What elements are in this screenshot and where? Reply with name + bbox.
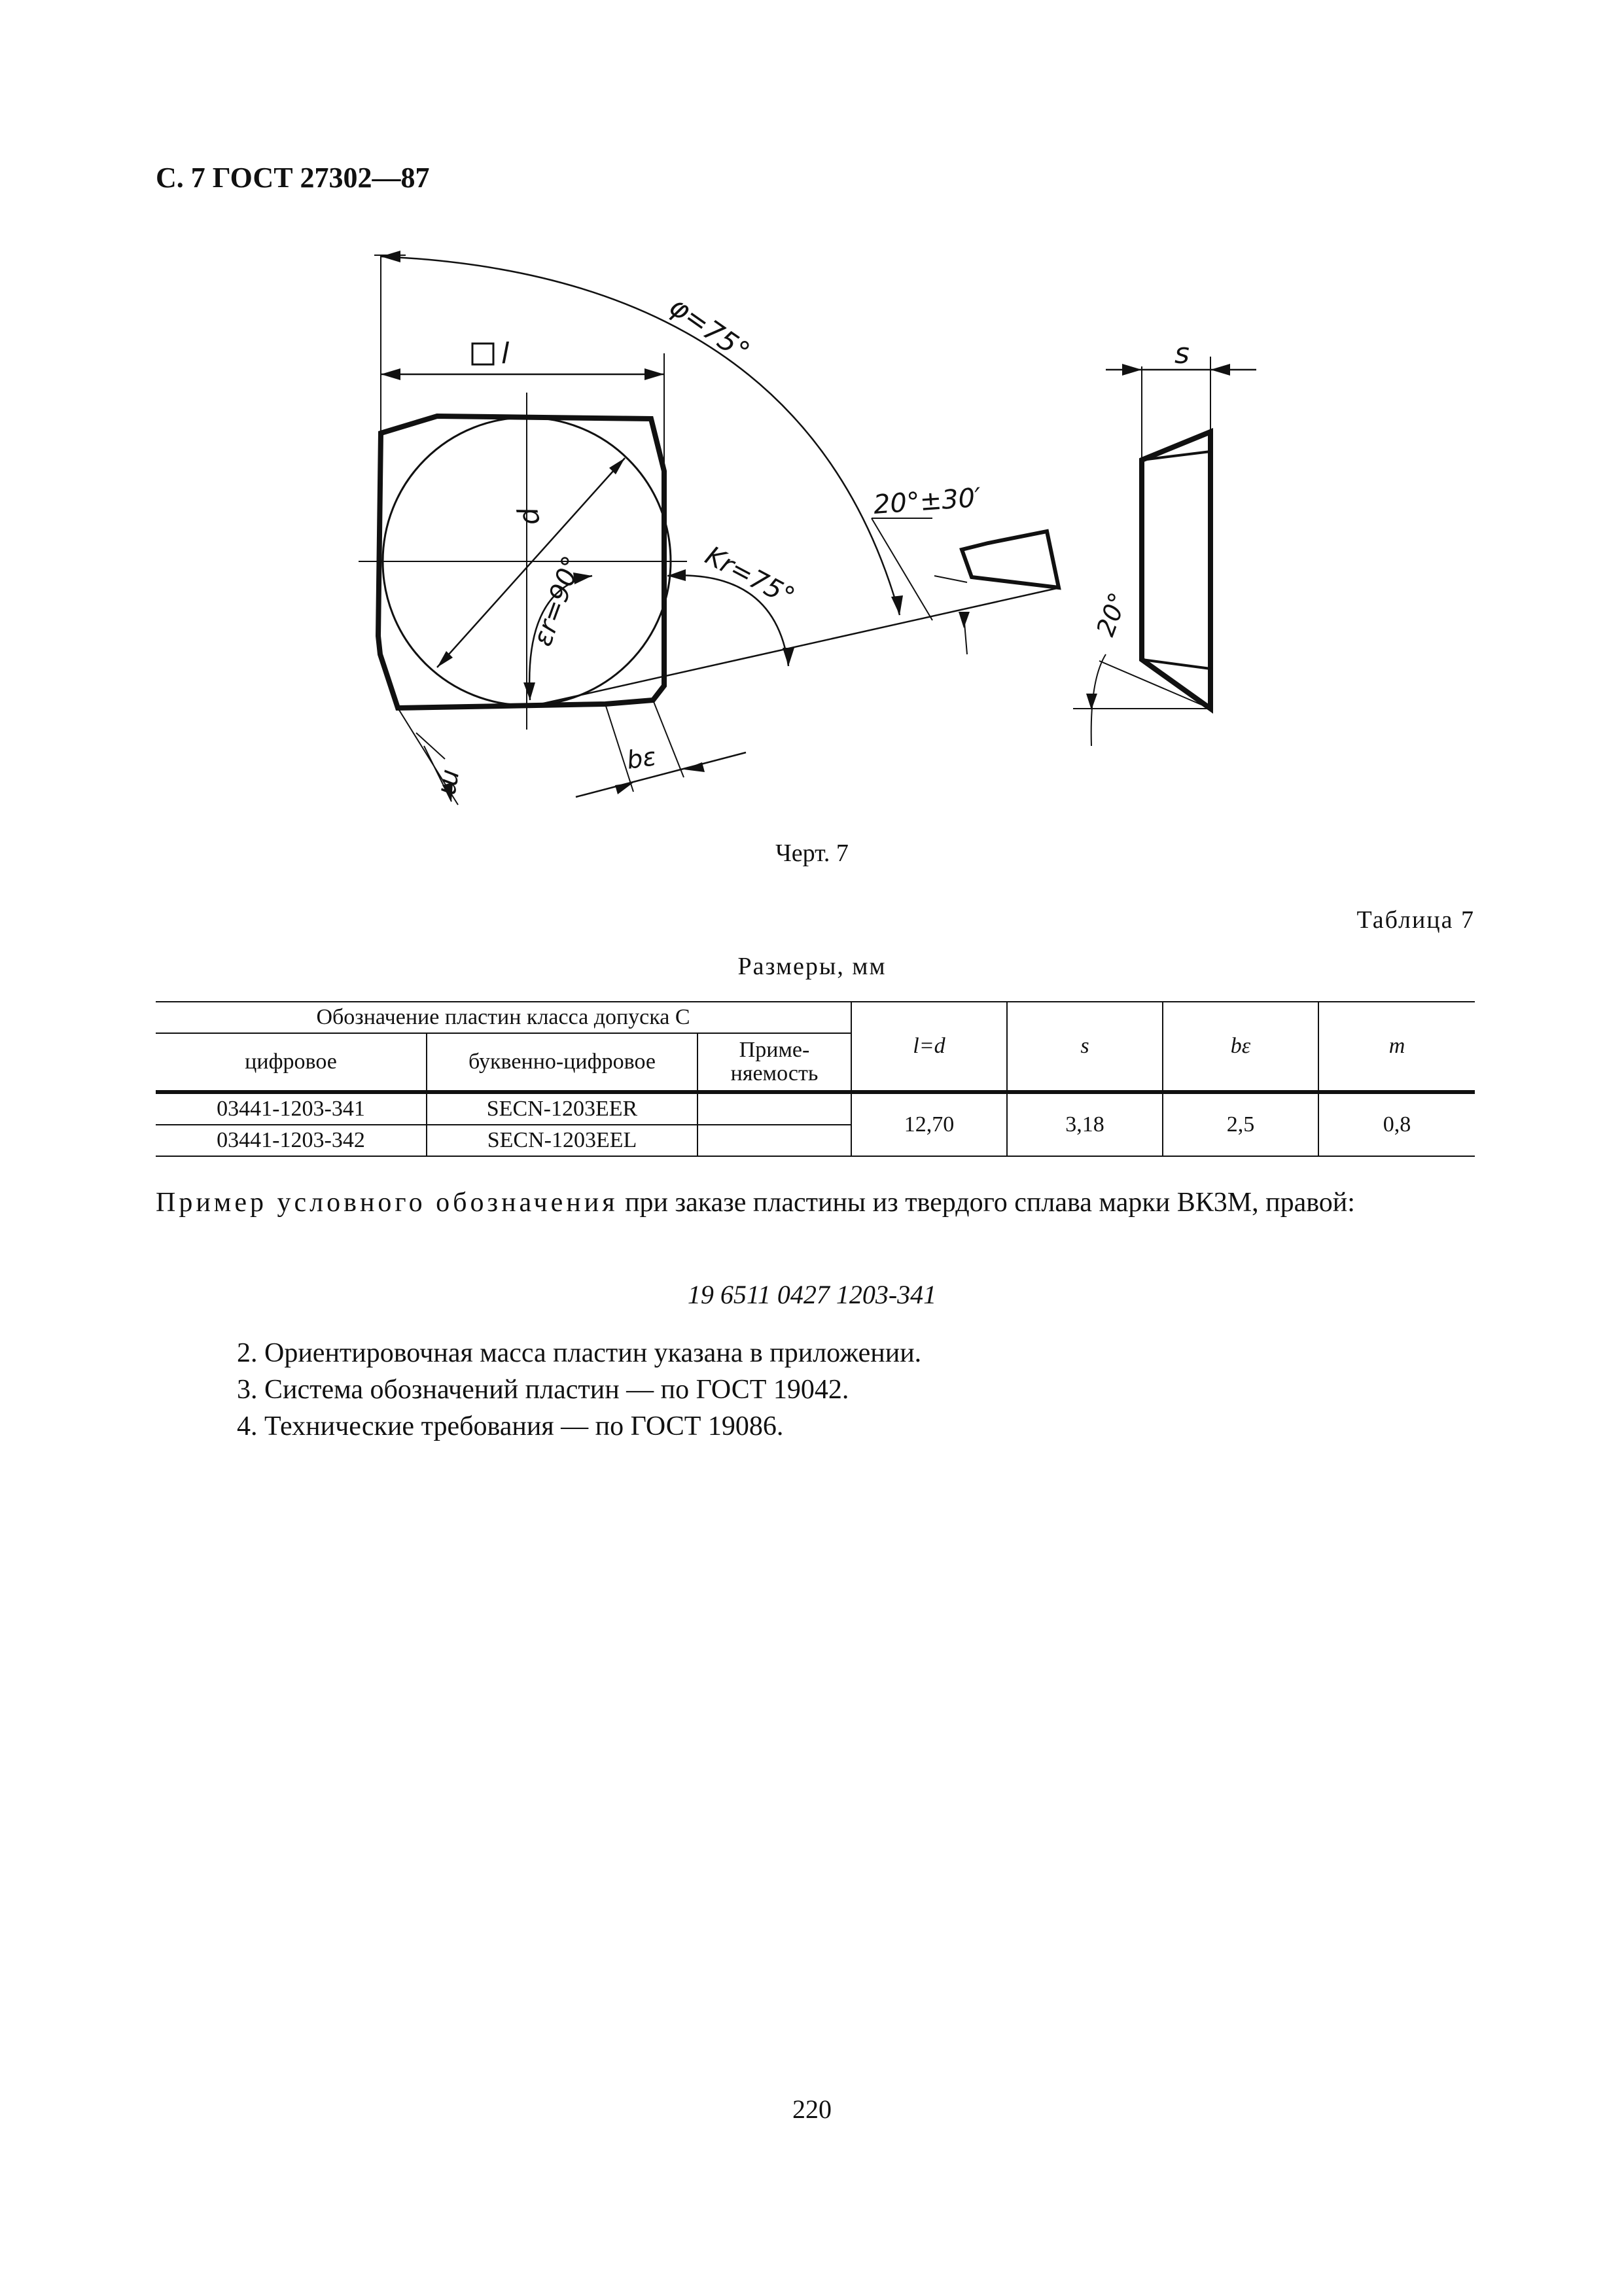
reference-line	[529, 588, 1060, 707]
cell-alphanumeric: SECN-1203EER	[427, 1092, 697, 1125]
label-be: bε	[625, 742, 658, 775]
note-item: 3. Система обозначений пластин — по ГОСТ 19042.	[237, 1375, 849, 1405]
header-alphanumeric: буквенно-цифровое	[427, 1033, 697, 1092]
label-kr: Kr=75°	[700, 540, 800, 612]
notes-list	[237, 1335, 921, 1445]
be-dimension-line	[576, 752, 746, 797]
cell-applicability	[697, 1125, 851, 1156]
header-digital: цифровое	[156, 1033, 427, 1092]
example-rest: при заказе пластины из твердого сплава марки ВК3М, правой:	[625, 1188, 1355, 1218]
example-code: 19 6511 0427 1203-341	[687, 1280, 937, 1309]
figure-caption: Черт. 7	[775, 839, 849, 867]
cell-be: 2,5	[1163, 1092, 1318, 1156]
table-label: Таблица 7	[1356, 906, 1475, 934]
label-s: s	[1174, 337, 1190, 370]
group-header: Обозначение пластин класса допуска С	[156, 1002, 851, 1033]
note-item: 2. Ориентировочная масса пластин указана в приложении.	[237, 1338, 922, 1368]
cell-s: 3,18	[1007, 1092, 1163, 1156]
label-er: εr=90°	[527, 552, 588, 650]
clearance-detail	[962, 531, 1059, 588]
page-header: С. 7 ГОСТ 27302—87	[156, 162, 430, 194]
cell-applicability	[697, 1092, 851, 1125]
cell-digital: 03441-1203-341	[156, 1092, 427, 1125]
header-ld: l=d	[851, 1002, 1007, 1092]
insert-drawing	[0, 0, 1624, 838]
label-l: l	[501, 337, 510, 370]
label-d: d	[511, 504, 546, 528]
example-lead: Пример условного обозначения	[156, 1188, 618, 1218]
cell-ld: 12,70	[851, 1092, 1007, 1156]
label-angle-tol: 20°±30′	[872, 482, 982, 520]
label-m: m	[434, 768, 468, 798]
example-paragraph	[156, 1184, 1475, 1221]
square-symbol	[472, 344, 493, 364]
header-s: s	[1007, 1002, 1163, 1092]
dimensions-table	[156, 1001, 1475, 1157]
header-applicability: Приме-няемость	[697, 1033, 851, 1092]
header-be: bε	[1163, 1002, 1318, 1092]
cell-digital: 03441-1203-342	[156, 1125, 427, 1156]
header-m: m	[1318, 1002, 1475, 1092]
label-20: 20°	[1091, 588, 1133, 641]
table-row	[156, 1092, 1475, 1125]
page-number: 220	[792, 2094, 832, 2124]
label-phi: φ=75°	[663, 290, 756, 368]
cell-m: 0,8	[1318, 1092, 1475, 1156]
cell-alphanumeric: SECN-1203EEL	[427, 1125, 697, 1156]
note-item: 4. Технические требования — по ГОСТ 19086.	[237, 1411, 784, 1441]
table-subtitle: Размеры, мм	[737, 953, 887, 980]
